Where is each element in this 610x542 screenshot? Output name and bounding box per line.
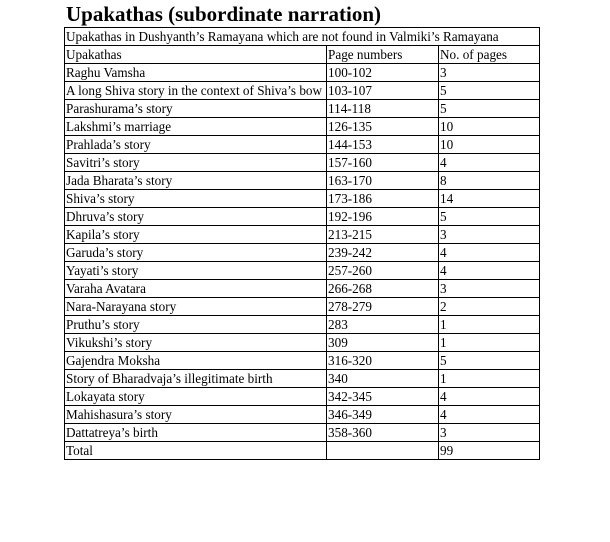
table-row bbox=[65, 82, 540, 100]
page-numbers: 213-215 bbox=[327, 226, 439, 244]
page-count: 3 bbox=[439, 226, 540, 244]
table-row bbox=[65, 334, 540, 352]
page-count: 5 bbox=[439, 82, 540, 100]
page-numbers: 163-170 bbox=[327, 172, 439, 190]
page-count: 4 bbox=[439, 388, 540, 406]
table-row bbox=[65, 370, 540, 388]
upakatha-name: Varaha Avatara bbox=[65, 280, 327, 298]
upakatha-name: Story of Bharadvaja’s illegitimate birth bbox=[65, 370, 327, 388]
table-row bbox=[65, 64, 540, 82]
table-caption-row bbox=[65, 28, 540, 46]
upakatha-name: Prahlada’s story bbox=[65, 136, 327, 154]
page-numbers: 144-153 bbox=[327, 136, 439, 154]
page-numbers: 257-260 bbox=[327, 262, 439, 280]
upakatha-name: Pruthu’s story bbox=[65, 316, 327, 334]
page-numbers: 239-242 bbox=[327, 244, 439, 262]
table-row bbox=[65, 280, 540, 298]
page-numbers: 346-349 bbox=[327, 406, 439, 424]
page-title: Upakathas (subordinate narration) bbox=[66, 2, 382, 26]
upakatha-name: Lokayata story bbox=[65, 388, 327, 406]
table-row bbox=[65, 136, 540, 154]
page-numbers: 173-186 bbox=[327, 190, 439, 208]
table-row bbox=[65, 424, 540, 442]
page-count: 5 bbox=[439, 352, 540, 370]
upakatha-name: Lakshmi’s marriage bbox=[65, 118, 327, 136]
page-count: 10 bbox=[439, 118, 540, 136]
table-row bbox=[65, 190, 540, 208]
page-numbers: 340 bbox=[327, 370, 439, 388]
header-no-of-pages: No. of pages bbox=[439, 46, 540, 64]
upakatha-name: Gajendra Moksha bbox=[65, 352, 327, 370]
header-upakathas: Upakathas bbox=[65, 46, 327, 64]
total-row bbox=[65, 442, 540, 460]
upakatha-name: Yayati’s story bbox=[65, 262, 327, 280]
page-numbers: 126-135 bbox=[327, 118, 439, 136]
table-row bbox=[65, 298, 540, 316]
table-row bbox=[65, 226, 540, 244]
page-count: 4 bbox=[439, 154, 540, 172]
page-count: 3 bbox=[439, 280, 540, 298]
table-row bbox=[65, 406, 540, 424]
page-count: 3 bbox=[439, 424, 540, 442]
page-numbers: 103-107 bbox=[327, 82, 439, 100]
page-numbers: 342-345 bbox=[327, 388, 439, 406]
page-numbers: 309 bbox=[327, 334, 439, 352]
page-count: 1 bbox=[439, 316, 540, 334]
table-row bbox=[65, 208, 540, 226]
upakatha-name: Jada Bharata’s story bbox=[65, 172, 327, 190]
table-row bbox=[65, 352, 540, 370]
upakatha-name: Raghu Vamsha bbox=[65, 64, 327, 82]
page-count: 8 bbox=[439, 172, 540, 190]
upakatha-name: Dhruva’s story bbox=[65, 208, 327, 226]
table-row bbox=[65, 316, 540, 334]
page-count: 2 bbox=[439, 298, 540, 316]
table-row bbox=[65, 172, 540, 190]
upakatha-name: Shiva’s story bbox=[65, 190, 327, 208]
table-row bbox=[65, 244, 540, 262]
page-numbers: 266-268 bbox=[327, 280, 439, 298]
page-count: 10 bbox=[439, 136, 540, 154]
table-header-row bbox=[65, 46, 540, 64]
upakatha-name: Kapila’s story bbox=[65, 226, 327, 244]
total-label: Total bbox=[65, 442, 327, 460]
upakatha-name: A long Shiva story in the context of Shiva’s bow bbox=[65, 82, 327, 100]
upakatha-name: Garuda’s story bbox=[65, 244, 327, 262]
page-numbers: 114-118 bbox=[327, 100, 439, 118]
page-numbers: 100-102 bbox=[327, 64, 439, 82]
table-row bbox=[65, 118, 540, 136]
table-row bbox=[65, 154, 540, 172]
table-row bbox=[65, 262, 540, 280]
header-page-numbers: Page numbers bbox=[327, 46, 439, 64]
table-row bbox=[65, 388, 540, 406]
page-count: 4 bbox=[439, 262, 540, 280]
upakathas-table bbox=[64, 27, 540, 460]
upakatha-name: Dattatreya’s birth bbox=[65, 424, 327, 442]
upakatha-name: Savitri’s story bbox=[65, 154, 327, 172]
page-numbers: 316-320 bbox=[327, 352, 439, 370]
page-count: 5 bbox=[439, 100, 540, 118]
page-count: 5 bbox=[439, 208, 540, 226]
upakatha-name: Nara-Narayana story bbox=[65, 298, 327, 316]
table-row bbox=[65, 100, 540, 118]
page-count: 4 bbox=[439, 244, 540, 262]
page-numbers: 192-196 bbox=[327, 208, 439, 226]
upakatha-name: Mahishasura’s story bbox=[65, 406, 327, 424]
page-count: 4 bbox=[439, 406, 540, 424]
page-numbers: 278-279 bbox=[327, 298, 439, 316]
page-count: 14 bbox=[439, 190, 540, 208]
table-caption: Upakathas in Dushyanth’s Ramayana which are not found in Valmiki’s Ramayana bbox=[65, 28, 540, 46]
page-numbers: 157-160 bbox=[327, 154, 439, 172]
upakatha-name: Parashurama’s story bbox=[65, 100, 327, 118]
page-count: 3 bbox=[439, 64, 540, 82]
page-numbers: 283 bbox=[327, 316, 439, 334]
page-count: 1 bbox=[439, 370, 540, 388]
total-empty-cell bbox=[327, 442, 439, 460]
total-value: 99 bbox=[439, 442, 540, 460]
upakatha-name: Vikukshi’s story bbox=[65, 334, 327, 352]
page-count: 1 bbox=[439, 334, 540, 352]
page-numbers: 358-360 bbox=[327, 424, 439, 442]
